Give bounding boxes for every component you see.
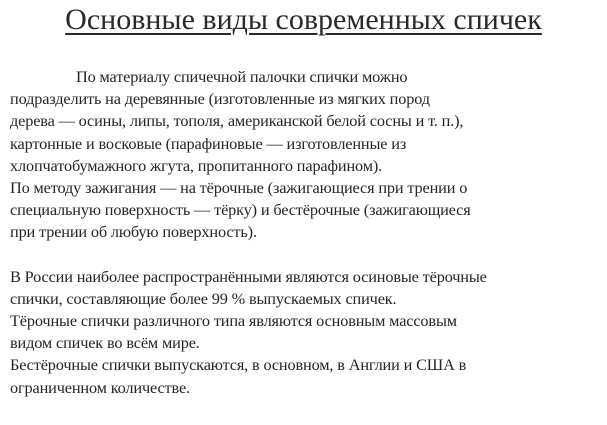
text-line: видом спичек во всём мире. xyxy=(10,333,200,353)
text-line: В России наиболее распространёнными являются осиновые тёрочные xyxy=(10,266,487,286)
text-line: специальную поверхность — тёрку) и бестёрочные (зажигающиеся xyxy=(10,200,471,220)
text-line: дерева — осины, липы, тополя, американской белой сосны и т. п.), xyxy=(10,111,464,131)
text-line: По материалу спичечной палочки спички можно xyxy=(76,67,408,86)
text-line: спички, составляющие более 99 % выпускаемых спичек. xyxy=(10,288,397,308)
text-line: хлопчатобумажного жгута, пропитанного парафином). xyxy=(10,155,383,175)
text-line: ограниченном количестве. xyxy=(10,377,190,397)
text-line: Бестёрочные спички выпускаются, в основном, в Англии и США в xyxy=(10,355,467,375)
text-line: подразделить на деревянные (изготовленные из мягких пород xyxy=(10,89,430,109)
text-line: По методу зажигания — на тёрочные (зажигающиеся при трении о xyxy=(10,177,468,197)
text-line: при трении об любую поверхность). xyxy=(10,222,257,242)
document-body xyxy=(10,66,602,399)
text-line: картонные и восковые (парафиновые — изготовленные из xyxy=(10,133,407,153)
text-line: Тёрочные спички различного типа являются основным массовым xyxy=(10,311,457,331)
page-title: Основные виды современных спичек xyxy=(65,3,542,36)
paragraph-spacer xyxy=(10,244,602,266)
